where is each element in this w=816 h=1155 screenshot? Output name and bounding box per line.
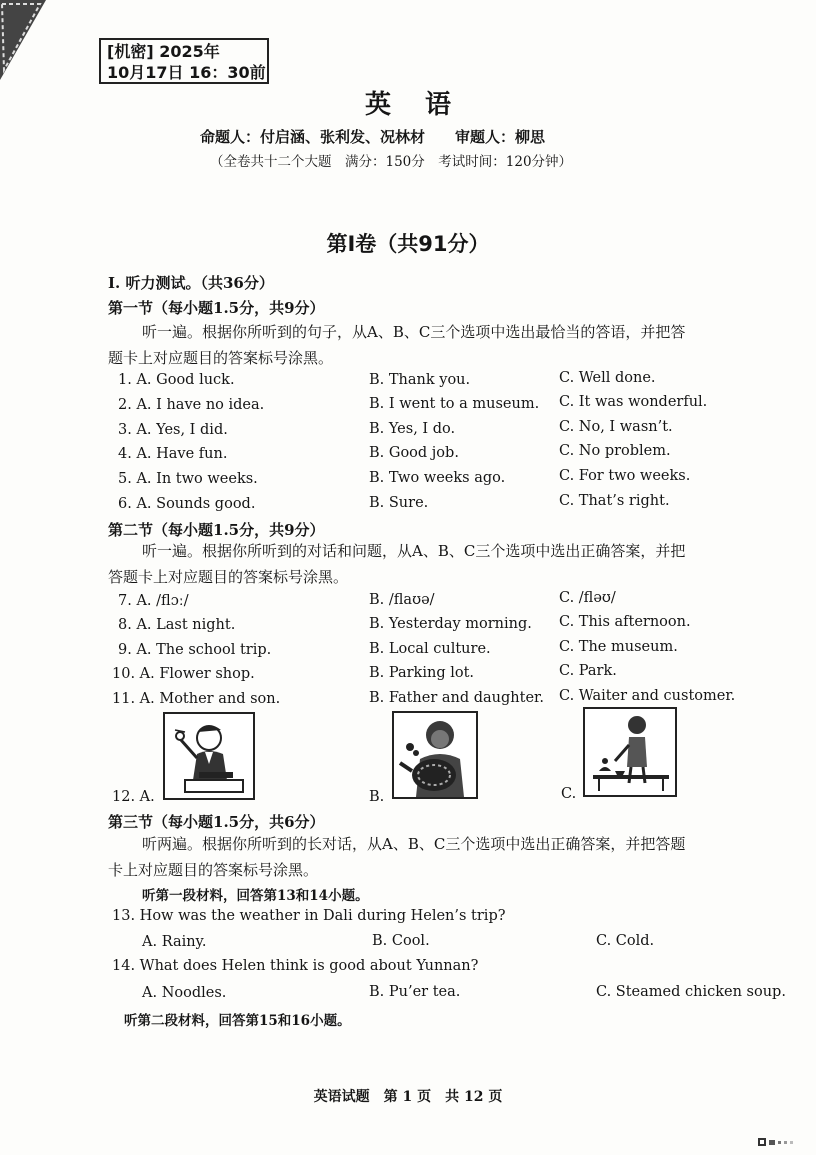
sec3-instruction-line-1: 听两遍。根据你所听到的长对话，从A、B、C三个选项中选出正确答案，并把答题 xyxy=(142,835,686,853)
q2-option-a: 2. A. I have no idea. xyxy=(118,397,265,413)
corner-binding-mark xyxy=(0,0,60,85)
q11-option-a: 11. A. Mother and son. xyxy=(112,691,281,707)
sec1-heading: 第一节（每小题1.5分，共9分） xyxy=(108,299,325,317)
q12-picture-a xyxy=(163,712,255,800)
q13-option-c: C. Cold. xyxy=(596,933,655,949)
part1-heading: I. 听力测试。（共36分） xyxy=(108,274,274,292)
q7-option-b: B. /flaʊə/ xyxy=(369,592,435,608)
stamp-line-1: [机密] 2025年 xyxy=(107,42,220,61)
q7-option-c: C. /fləʊ/ xyxy=(559,590,616,606)
q12-picture-c xyxy=(583,707,677,797)
q3-option-b: B. Yes, I do. xyxy=(369,421,456,437)
q1-option-c: C. Well done. xyxy=(559,370,656,386)
q4-option-b: B. Good job. xyxy=(369,445,459,461)
q12-option-a: 12. A. xyxy=(112,789,155,805)
q8-option-a: 8. A. Last night. xyxy=(118,617,236,633)
q6-option-a: 6. A. Sounds good. xyxy=(118,496,256,512)
q9-option-c: C. The museum. xyxy=(559,639,678,655)
stamp-line-2: 10月17日 16：30前 xyxy=(107,63,266,82)
q8-option-b: B. Yesterday morning. xyxy=(369,616,532,632)
q13-option-b: B. Cool. xyxy=(372,933,430,949)
q5-option-b: B. Two weeks ago. xyxy=(369,470,506,486)
q10-option-a: 10. A. Flower shop. xyxy=(112,666,255,682)
sec1-instruction-line-1: 听一遍。根据你所听到的句子，从A、B、C三个选项中选出最恰当的答语，并把答 xyxy=(142,323,686,341)
q12-picture-b xyxy=(392,711,478,799)
confidential-stamp xyxy=(99,38,269,84)
sec2-heading: 第二节（每小题1.5分，共9分） xyxy=(108,521,325,539)
qr-watermark-icon xyxy=(758,1137,798,1147)
q9-option-b: B. Local culture. xyxy=(369,641,491,657)
q13-option-a: A. Rainy. xyxy=(142,934,207,950)
q7-option-a: 7. A. /flɔː/ xyxy=(118,593,189,609)
q14-option-c: C. Steamed chicken soup. xyxy=(596,984,786,1000)
q6-option-c: C. That’s right. xyxy=(559,493,670,509)
q11-option-c: C. Waiter and customer. xyxy=(559,688,736,704)
sec1-instruction-line-2: 题卡上对应题目的答案标号涂黑。 xyxy=(108,349,334,367)
scanner-watermark xyxy=(758,1137,798,1150)
q5-option-a: 5. A. In two weeks. xyxy=(118,471,258,487)
q2-option-c: C. It was wonderful. xyxy=(559,394,708,410)
exam-authors: 命题人：付启涵、张利发、况林材 审题人：柳思 xyxy=(200,128,546,146)
q14-question: 14. What does Helen think is good about Yunnan? xyxy=(112,958,479,974)
q1-option-b: B. Thank you. xyxy=(369,372,471,388)
q6-option-b: B. Sure. xyxy=(369,495,429,511)
q10-option-b: B. Parking lot. xyxy=(369,665,475,681)
q13-question: 13. How was the weather in Dali during Helen’s trip? xyxy=(112,908,506,924)
man-cooking-illustration xyxy=(165,714,253,798)
sec3-heading: 第三节（每小题1.5分，共6分） xyxy=(108,813,325,831)
q1-option-a: 1. A. Good luck. xyxy=(118,372,235,388)
listening-material-1-note: 听第一段材料，回答第13和14小题。 xyxy=(142,888,369,904)
q5-option-c: C. For two weeks. xyxy=(559,468,691,484)
q12-option-b: B. xyxy=(369,789,385,805)
section-title: 第I卷（共91分） xyxy=(326,232,490,256)
exam-title: 英语 xyxy=(364,90,485,120)
q2-option-b: B. I went to a museum. xyxy=(369,396,540,412)
boy-with-teapot-illustration xyxy=(394,713,476,797)
page-footer: 英语试题 第 1 页 共 12 页 xyxy=(313,1089,503,1105)
q11-option-b: B. Father and daughter. xyxy=(369,690,544,706)
q10-option-c: C. Park. xyxy=(559,663,617,679)
q3-option-a: 3. A. Yes, I did. xyxy=(118,422,228,438)
listening-material-2-note: 听第二段材料，回答第15和16小题。 xyxy=(124,1013,351,1029)
q4-option-c: C. No problem. xyxy=(559,443,671,459)
exam-info: （全卷共十二个大题 满分：150分 考试时间：120分钟） xyxy=(210,154,573,170)
q4-option-a: 4. A. Have fun. xyxy=(118,446,228,462)
q3-option-c: C. No, I wasn’t. xyxy=(559,419,673,435)
sec2-instruction-line-2: 答题卡上对应题目的答案标号涂黑。 xyxy=(108,568,349,586)
sec2-instruction-line-1: 听一遍。根据你所听到的对话和问题，从A、B、C三个选项中选出正确答案，并把 xyxy=(142,542,686,560)
waiter-serving-illustration xyxy=(585,709,675,795)
q14-option-a: A. Noodles. xyxy=(142,985,227,1001)
q8-option-c: C. This afternoon. xyxy=(559,614,691,630)
q12-option-c: C. xyxy=(561,786,577,802)
q9-option-a: 9. A. The school trip. xyxy=(118,642,272,658)
q14-option-b: B. Pu’er tea. xyxy=(369,984,461,1000)
sec3-instruction-line-2: 卡上对应题目的答案标号涂黑。 xyxy=(108,861,319,879)
